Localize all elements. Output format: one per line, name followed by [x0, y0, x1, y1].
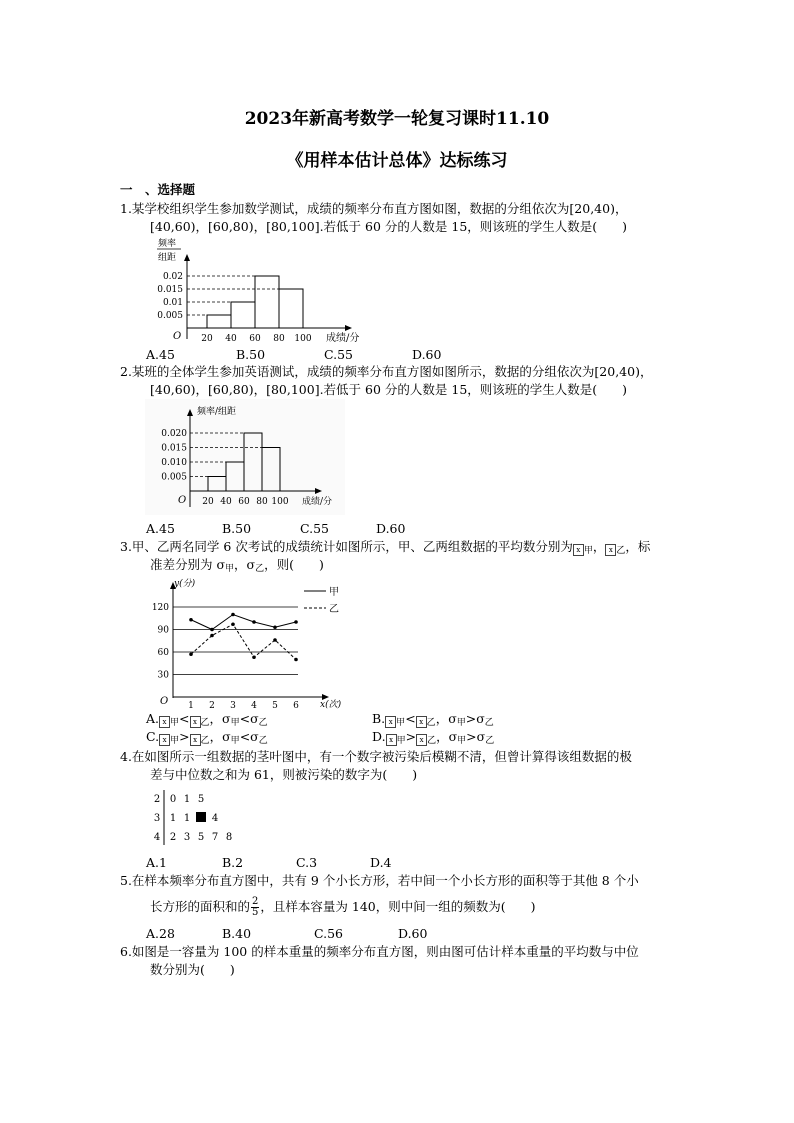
- y-tick-label: 90: [157, 625, 169, 636]
- stem: 2: [153, 794, 161, 805]
- legend-jia-label: 甲: [329, 587, 339, 598]
- histogram-bar: [207, 315, 231, 328]
- series-yi-point: [231, 622, 235, 626]
- opt-sub: 乙: [427, 736, 437, 746]
- q3-stem-text-d: ，σ: [234, 557, 256, 572]
- x-tick-label: 40: [225, 334, 237, 344]
- sigma: σ: [448, 711, 457, 726]
- series-jia-point: [189, 618, 193, 622]
- q4-option-d[interactable]: D.4: [370, 855, 392, 870]
- q1-option-c[interactable]: C.55: [324, 347, 353, 362]
- q3-opt-b-letter: B.: [372, 711, 386, 726]
- fraction-two-fifths: [251, 897, 259, 918]
- mean-yi-symbol: x: [190, 716, 201, 728]
- y-tick-label: 0.015: [157, 285, 183, 295]
- histogram-bar: [231, 302, 255, 328]
- q1-option-b[interactable]: B.50: [236, 347, 266, 362]
- series-jia-point: [231, 613, 235, 617]
- y-tick-label: 0.005: [157, 311, 183, 321]
- legend-yi-label: 乙: [329, 604, 339, 615]
- sd-jia-sub: 甲: [225, 564, 235, 574]
- x-tick-label: 60: [238, 497, 250, 507]
- opt-sub: 甲: [170, 736, 180, 746]
- opt-sub: 甲: [457, 736, 467, 746]
- q4-stem-line2: 差与中位数之和为 61，则被污染的数字为( ): [150, 767, 418, 782]
- leaf: 1: [183, 813, 191, 824]
- leaf: 5: [197, 794, 205, 805]
- y-tick-label: 0.02: [162, 272, 183, 282]
- series-jia-point: [294, 620, 298, 624]
- x-tick-label: 1: [188, 701, 194, 710]
- q5-stem-text-b: ，且样本容量为 140，则中间一组的频数为( ): [260, 899, 536, 914]
- x-tick-label: 4: [251, 701, 257, 710]
- mean-yi-sub: 乙: [616, 546, 626, 556]
- x-tick-label: 40: [220, 497, 232, 507]
- q2-option-d[interactable]: D.60: [376, 521, 406, 536]
- q3-opt-d-letter: D.: [372, 729, 386, 744]
- opt-sub: 乙: [200, 736, 210, 746]
- opt-sub: 甲: [396, 718, 406, 728]
- q3-opt-a-letter: A.: [146, 711, 160, 726]
- opt-sub: 乙: [485, 736, 495, 746]
- y-tick-label: 0.020: [161, 429, 187, 439]
- x-tick-label: 80: [273, 334, 285, 344]
- series-jia-point: [273, 625, 277, 629]
- mean-yi-symbol: x: [416, 734, 427, 746]
- x-tick-label: 80: [256, 497, 268, 507]
- y-tick-label: 0.015: [161, 443, 187, 454]
- q1-x-arrow: [345, 325, 352, 331]
- q1-origin: O: [173, 331, 182, 342]
- y-tick-label: 0.005: [161, 472, 187, 483]
- opt-sub: 甲: [230, 718, 240, 728]
- q4-option-b[interactable]: B.2: [222, 855, 244, 870]
- q2-origin: O: [178, 495, 187, 506]
- series-jia-point: [210, 628, 214, 632]
- leaf: 4: [211, 813, 219, 824]
- q3-opt-c-letter: C.: [146, 729, 160, 744]
- q3-option-d[interactable]: D. x $_甲$> x $_乙$，$\sigma_甲>\sigma_乙$: [372, 729, 495, 746]
- q5-option-b[interactable]: B.40: [222, 926, 252, 941]
- page-subtitle: 《用样本估计总体》达标练习: [286, 151, 508, 171]
- q6-stem-line2: 数分别为( ): [150, 962, 235, 977]
- x-tick-label: 100: [294, 334, 312, 344]
- series-yi-point: [294, 658, 298, 662]
- fraction-denominator: 5: [252, 907, 259, 918]
- series-yi-point: [189, 652, 193, 656]
- q1-ylabel-top: 频率: [158, 239, 177, 249]
- x-tick-label: 2: [209, 701, 215, 710]
- opt-sub: 甲: [230, 736, 240, 746]
- q1-option-a[interactable]: A.45: [146, 347, 175, 362]
- q5-stem-line2: [150, 897, 535, 918]
- q5-stem-text-a: 长方形的面积和的: [150, 899, 251, 914]
- q5-stem-line1: 5.在样本频率分布直方图中，共有 9 个小长方形，若中间一个小长方形的面积等于其他 8 个小: [120, 873, 639, 888]
- q2-option-b[interactable]: B.50: [222, 521, 252, 536]
- opt-sub: 甲: [456, 718, 466, 728]
- stem: 4: [153, 832, 161, 843]
- q4-stem-leaf-plot: [145, 788, 255, 850]
- fraction-numerator: 2: [252, 896, 259, 907]
- y-tick-label: 30: [157, 670, 169, 681]
- mean-jia-symbol: x: [159, 734, 170, 746]
- mean-yi-symbol: x: [416, 716, 427, 728]
- mean-jia-symbol: x: [385, 716, 396, 728]
- q5-option-d[interactable]: D.60: [398, 926, 428, 941]
- q2-stem-line1: 2.某班的全体学生参加英语测试，成绩的频率分布直方图如图所示，数据的分组依次为[20,40)，: [120, 364, 653, 379]
- mean-jia-sub: 甲: [583, 546, 593, 556]
- smudged-digit: [196, 812, 206, 822]
- mean-jia-symbol: x: [573, 544, 584, 556]
- sigma: σ: [476, 729, 486, 744]
- q3-xlabel: x(次): [320, 700, 342, 710]
- series-yi-point: [210, 634, 214, 638]
- q5-option-c[interactable]: C.56: [314, 926, 343, 941]
- y-tick-label: 60: [157, 648, 169, 658]
- sigma: σ: [476, 711, 485, 726]
- page-title: 2023年新高考数学一轮复习课时11.10: [244, 109, 550, 129]
- q3-line-chart: [148, 574, 353, 710]
- q1-xlabel: 成绩/分: [326, 333, 360, 344]
- q1-stem-line2: [40,60)，[60,80)，[80,100].若低于 60 分的人数是 15，则该班的学生人数是( ): [150, 219, 628, 234]
- sigma: σ: [250, 711, 259, 726]
- leaf: 1: [169, 813, 177, 824]
- opt-sub: 乙: [200, 718, 210, 728]
- q3-stem-text-a: 3.甲、乙两名同学 6 次考试的成绩统计如图所示，甲、乙两组数据的平均数分别为: [120, 539, 573, 554]
- opt-sub: 甲: [396, 736, 406, 746]
- y-tick-label: 120: [151, 603, 169, 613]
- q6-stem-line1: 6.如图是一容量为 100 的样本重量的频率分布直方图，则由图可估计样本重量的平均数与中位: [120, 944, 639, 959]
- q3-option-c[interactable]: C. x $_甲$> x $_乙$，$\sigma_甲<\sigma_乙$: [146, 729, 268, 746]
- q4-option-a[interactable]: A.1: [146, 855, 167, 870]
- q2-xlabel: 成绩/分: [302, 497, 333, 507]
- x-tick-label: 3: [230, 701, 236, 710]
- histogram-bar: [279, 289, 303, 328]
- stem: 3: [153, 813, 161, 824]
- q3-stem-text-e: ，则( ): [264, 557, 324, 572]
- q3-ylabel: y(分): [174, 579, 196, 589]
- q1-y-arrow: [184, 254, 190, 261]
- opt-sub: 乙: [426, 718, 436, 728]
- q5-option-a[interactable]: A.28: [146, 926, 175, 941]
- opt-sub: 甲: [170, 718, 180, 728]
- sigma: σ: [222, 711, 231, 726]
- leaf: 7: [211, 832, 219, 843]
- q1-ylabel-bottom: 组距: [158, 253, 177, 263]
- mean-jia-symbol: x: [159, 716, 170, 728]
- q4-stem-line1: 4.在如图所示一组数据的茎叶图中，有一个数字被污染后模糊不清，但曾计算得该组数据的极: [120, 749, 632, 764]
- leaf: 2: [169, 832, 177, 843]
- sigma: σ: [448, 729, 458, 744]
- mean-yi-symbol: x: [190, 734, 201, 746]
- q2-stem-line2: [40,60)，[60,80)，[80,100].若低于 60 分的人数是 15，则该班的学生人数是( ): [150, 382, 628, 397]
- q2-ylabel: 频率/组距: [197, 407, 237, 417]
- q1-histogram: [145, 235, 375, 347]
- mean-jia-symbol: x: [386, 734, 397, 746]
- q3-origin: O: [160, 696, 169, 707]
- q3-option-b[interactable]: B. x $_甲$< x $_乙$，$\sigma_甲>\sigma_乙$: [372, 711, 494, 728]
- q4-option-c[interactable]: C.3: [296, 855, 318, 870]
- y-tick-label: 0.010: [161, 458, 187, 468]
- q3-stem-text-c: 准差分别为 σ: [150, 557, 226, 572]
- opt-sub: 乙: [258, 718, 268, 728]
- x-tick-label: 60: [249, 334, 261, 344]
- q3-stem-text-b: ，标: [625, 539, 651, 554]
- section-heading: 一 、选择题: [120, 182, 196, 197]
- sd-yi-sub: 乙: [255, 564, 265, 574]
- q1-option-d[interactable]: D.60: [412, 347, 442, 362]
- q1-stem-line1: 1.某学校组织学生参加数学测试，成绩的频率分布直方图如图，数据的分组依次为[20,40)，: [120, 201, 628, 216]
- x-tick-label: 6: [293, 701, 299, 710]
- histogram-bar: [255, 276, 279, 328]
- opt-sub: 乙: [484, 718, 494, 728]
- leaf: 3: [183, 832, 191, 843]
- sigma: σ: [250, 729, 259, 744]
- sigma: σ: [222, 729, 231, 744]
- q3-option-a[interactable]: A. x $_甲$< x $_乙$，$\sigma_甲<\sigma_乙$: [146, 711, 268, 728]
- series-jia-line: [191, 615, 296, 630]
- leaf: 0: [169, 794, 177, 805]
- x-tick-label: 20: [201, 334, 213, 344]
- x-tick-label: 20: [202, 497, 214, 507]
- series-yi-point: [252, 655, 256, 659]
- leaf: 8: [225, 832, 233, 843]
- q3-stem-line1: 3.甲、乙两名同学 6 次考试的成绩统计如图所示，甲、乙两组数据的平均数分别为 x $_甲$， x $_乙$，标: [120, 539, 651, 556]
- q2-option-a[interactable]: A.45: [146, 521, 175, 536]
- y-tick-label: 0.01: [162, 298, 183, 308]
- leaf: 5: [197, 832, 205, 843]
- q2-option-c[interactable]: C.55: [300, 521, 329, 536]
- series-yi-point: [273, 638, 277, 642]
- x-tick-label: 5: [272, 701, 278, 710]
- x-tick-label: 100: [271, 497, 289, 507]
- q2-histogram: [145, 399, 345, 515]
- mean-yi-symbol: x: [605, 544, 616, 556]
- leaf: 1: [183, 794, 191, 805]
- series-jia-point: [252, 620, 256, 624]
- opt-sub: 乙: [258, 736, 268, 746]
